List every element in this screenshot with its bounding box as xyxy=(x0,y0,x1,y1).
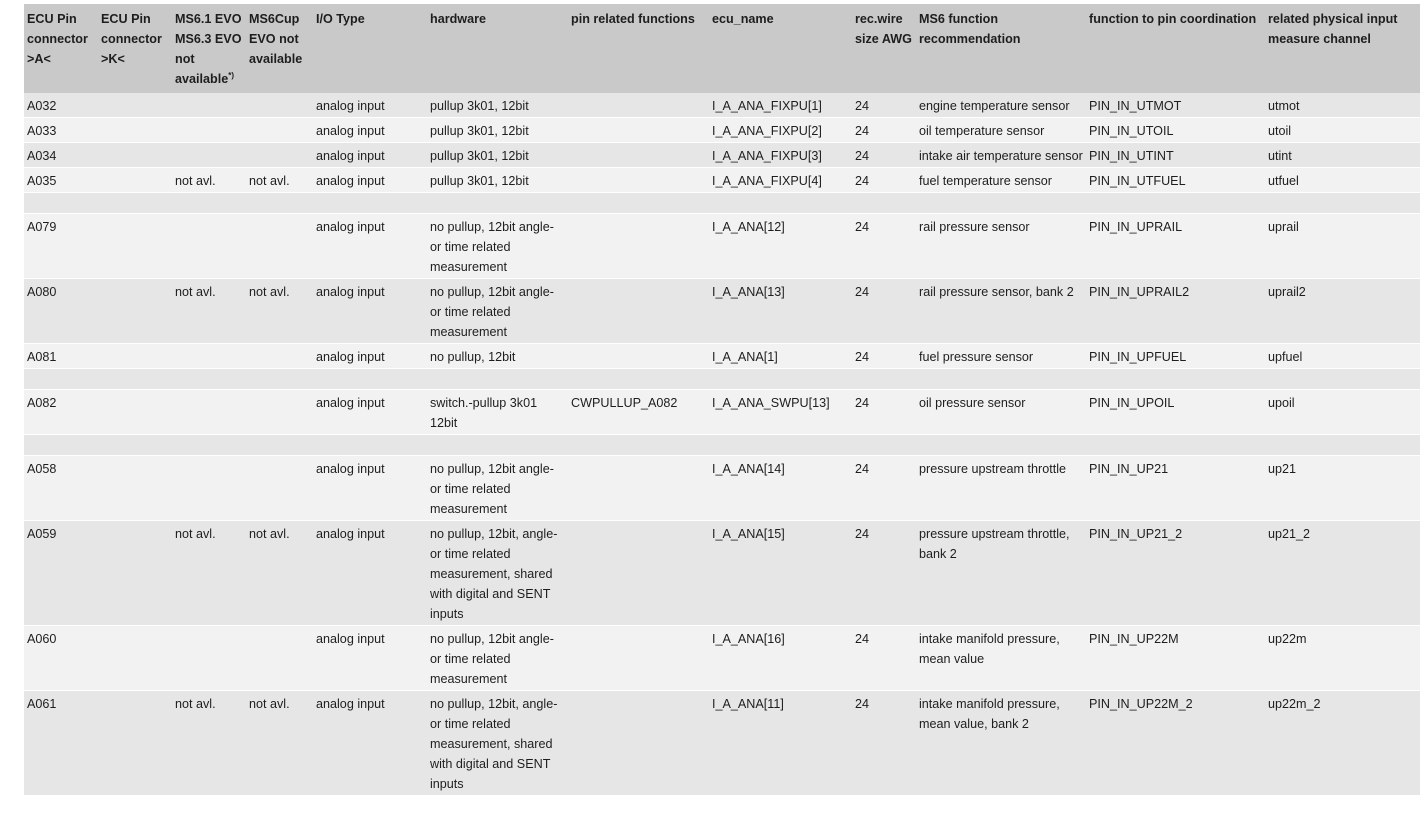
pin-coordination-cell: PIN_IN_UP21 xyxy=(1086,456,1265,521)
wire-size-cell xyxy=(852,369,916,390)
ecu-name-cell xyxy=(709,193,852,214)
ecu-name-cell: I_A_ANA[11] xyxy=(709,691,852,796)
hardware-cell: no pullup, 12bit, angle- or time related measurement, shared with digital and SENT inputs xyxy=(427,691,568,796)
io-type-cell: analog input xyxy=(313,118,427,143)
pin-table-container xyxy=(24,4,1420,796)
pin-k-cell xyxy=(98,626,172,691)
pin-coordination-cell: PIN_IN_UTINT xyxy=(1086,143,1265,168)
ms6cup-cell xyxy=(246,193,313,214)
pin-a-cell: A081 xyxy=(24,344,98,369)
function-recommendation-cell: engine temperature sensor xyxy=(916,93,1086,118)
ms6-evo-cell xyxy=(172,193,246,214)
ms6cup-cell xyxy=(246,435,313,456)
io-type-cell xyxy=(313,369,427,390)
hardware-cell: no pullup, 12bit angle- or time related measurement xyxy=(427,279,568,344)
header-function-recommendation: MS6 function recommendation xyxy=(916,4,1086,93)
pin-functions-cell xyxy=(568,193,709,214)
pin-a-cell: A061 xyxy=(24,691,98,796)
measure-channel-cell: uprail2 xyxy=(1265,279,1420,344)
hardware-cell: no pullup, 12bit angle- or time related measurement xyxy=(427,456,568,521)
pin-functions-cell xyxy=(568,456,709,521)
pin-coordination-cell: PIN_IN_UPRAIL xyxy=(1086,214,1265,279)
ecu-name-cell: I_A_ANA[15] xyxy=(709,521,852,626)
ms6-evo-cell xyxy=(172,435,246,456)
function-recommendation-cell: intake manifold pressure, mean value xyxy=(916,626,1086,691)
measure-channel-cell xyxy=(1265,435,1420,456)
header-ms6cup-availability: MS6Cup EVO not available xyxy=(246,4,313,93)
header-ecu-pin-a: ECU Pin connector >A< xyxy=(24,4,98,93)
pin-k-cell xyxy=(98,193,172,214)
pin-a-cell: A060 xyxy=(24,626,98,691)
ms6cup-cell xyxy=(246,93,313,118)
pin-k-cell xyxy=(98,521,172,626)
function-recommendation-cell: pressure upstream throttle xyxy=(916,456,1086,521)
table-row xyxy=(24,143,1420,168)
ecu-name-cell: I_A_ANA_FIXPU[4] xyxy=(709,168,852,193)
ms6cup-cell xyxy=(246,118,313,143)
io-type-cell: analog input xyxy=(313,168,427,193)
measure-channel-cell: uprail xyxy=(1265,214,1420,279)
pin-k-cell xyxy=(98,691,172,796)
hardware-cell: no pullup, 12bit, angle- or time related measurement, shared with digital and SENT inputs xyxy=(427,521,568,626)
pin-functions-cell xyxy=(568,521,709,626)
ms6-evo-cell xyxy=(172,344,246,369)
wire-size-cell: 24 xyxy=(852,143,916,168)
measure-channel-cell: up22m_2 xyxy=(1265,691,1420,796)
table-row xyxy=(24,118,1420,143)
pin-coordination-cell: PIN_IN_UP21_2 xyxy=(1086,521,1265,626)
pin-a-cell: A032 xyxy=(24,93,98,118)
hardware-cell: switch.-pullup 3k01 12bit xyxy=(427,390,568,435)
header-wire-size: rec.wire size AWG xyxy=(852,4,916,93)
table-row xyxy=(24,626,1420,691)
wire-size-cell xyxy=(852,435,916,456)
wire-size-cell: 24 xyxy=(852,168,916,193)
hardware-cell: pullup 3k01, 12bit xyxy=(427,93,568,118)
io-type-cell: analog input xyxy=(313,626,427,691)
table-row xyxy=(24,279,1420,344)
measure-channel-cell: utint xyxy=(1265,143,1420,168)
header-ms6-evo-availability xyxy=(172,4,246,93)
measure-channel-cell: upfuel xyxy=(1265,344,1420,369)
pin-k-cell xyxy=(98,214,172,279)
wire-size-cell: 24 xyxy=(852,344,916,369)
io-type-cell: analog input xyxy=(313,521,427,626)
pin-coordination-cell: PIN_IN_UPOIL xyxy=(1086,390,1265,435)
ms6-evo-cell xyxy=(172,369,246,390)
table-row xyxy=(24,521,1420,626)
pin-coordination-cell: PIN_IN_UP22M xyxy=(1086,626,1265,691)
header-ecu-pin-k: ECU Pin connector >K< xyxy=(98,4,172,93)
ms6-evo-cell xyxy=(172,626,246,691)
header-io-type: I/O Type xyxy=(313,4,427,93)
table-row xyxy=(24,691,1420,796)
wire-size-cell: 24 xyxy=(852,93,916,118)
ecu-name-cell: I_A_ANA_SWPU[13] xyxy=(709,390,852,435)
pin-coordination-cell: PIN_IN_UTMOT xyxy=(1086,93,1265,118)
io-type-cell: analog input xyxy=(313,143,427,168)
header-row xyxy=(24,4,1420,93)
function-recommendation-cell: oil pressure sensor xyxy=(916,390,1086,435)
hardware-cell xyxy=(427,193,568,214)
ecu-name-cell: I_A_ANA[16] xyxy=(709,626,852,691)
pin-k-cell xyxy=(98,143,172,168)
wire-size-cell xyxy=(852,193,916,214)
table-row xyxy=(24,456,1420,521)
ecu-name-cell: I_A_ANA[12] xyxy=(709,214,852,279)
spacer-row xyxy=(24,435,1420,456)
header-pin-functions: pin related functions xyxy=(568,4,709,93)
io-type-cell: analog input xyxy=(313,93,427,118)
io-type-cell xyxy=(313,193,427,214)
function-recommendation-cell: pressure upstream throttle, bank 2 xyxy=(916,521,1086,626)
pin-k-cell xyxy=(98,456,172,521)
pin-a-cell: A033 xyxy=(24,118,98,143)
pin-a-cell xyxy=(24,435,98,456)
table-row xyxy=(24,344,1420,369)
pin-functions-cell xyxy=(568,626,709,691)
wire-size-cell: 24 xyxy=(852,214,916,279)
measure-channel-cell: up22m xyxy=(1265,626,1420,691)
io-type-cell: analog input xyxy=(313,456,427,521)
footnote-marker: *) xyxy=(228,70,234,80)
pin-k-cell xyxy=(98,168,172,193)
pin-functions-cell xyxy=(568,344,709,369)
measure-channel-cell: utoil xyxy=(1265,118,1420,143)
ms6-evo-cell xyxy=(172,390,246,435)
pin-functions-cell: CWPULLUP_A082 xyxy=(568,390,709,435)
function-recommendation-cell xyxy=(916,193,1086,214)
ms6-evo-cell xyxy=(172,118,246,143)
function-recommendation-cell: intake manifold pressure, mean value, bank 2 xyxy=(916,691,1086,796)
pin-k-cell xyxy=(98,93,172,118)
spacer-row xyxy=(24,193,1420,214)
io-type-cell: analog input xyxy=(313,344,427,369)
table-header xyxy=(24,4,1420,93)
io-type-cell: analog input xyxy=(313,390,427,435)
pin-a-cell: A059 xyxy=(24,521,98,626)
header-ms6-evo-text: MS6.1 EVO MS6.3 EVO not available xyxy=(175,12,242,86)
pin-functions-cell xyxy=(568,143,709,168)
ecu-name-cell: I_A_ANA_FIXPU[2] xyxy=(709,118,852,143)
table-row xyxy=(24,168,1420,193)
hardware-cell: pullup 3k01, 12bit xyxy=(427,143,568,168)
ms6cup-cell xyxy=(246,143,313,168)
pin-coordination-cell: PIN_IN_UTFUEL xyxy=(1086,168,1265,193)
ms6-evo-cell xyxy=(172,214,246,279)
pin-functions-cell xyxy=(568,168,709,193)
measure-channel-cell: upoil xyxy=(1265,390,1420,435)
measure-channel-cell: utfuel xyxy=(1265,168,1420,193)
ms6cup-cell: not avl. xyxy=(246,691,313,796)
measure-channel-cell xyxy=(1265,369,1420,390)
header-measure-channel: related physical input measure channel xyxy=(1265,4,1420,93)
pin-functions-cell xyxy=(568,214,709,279)
ecu-name-cell: I_A_ANA[13] xyxy=(709,279,852,344)
ecu-name-cell: I_A_ANA_FIXPU[3] xyxy=(709,143,852,168)
hardware-cell: no pullup, 12bit angle- or time related measurement xyxy=(427,214,568,279)
wire-size-cell: 24 xyxy=(852,279,916,344)
ecu-pin-table xyxy=(24,4,1420,796)
table-row xyxy=(24,390,1420,435)
function-recommendation-cell xyxy=(916,435,1086,456)
ecu-name-cell: I_A_ANA_FIXPU[1] xyxy=(709,93,852,118)
ecu-name-cell xyxy=(709,369,852,390)
table-row xyxy=(24,93,1420,118)
pin-functions-cell xyxy=(568,118,709,143)
pin-k-cell xyxy=(98,279,172,344)
ms6cup-cell xyxy=(246,344,313,369)
ms6-evo-cell: not avl. xyxy=(172,691,246,796)
header-pin-coordination: function to pin coordination xyxy=(1086,4,1265,93)
measure-channel-cell: utmot xyxy=(1265,93,1420,118)
function-recommendation-cell: fuel pressure sensor xyxy=(916,344,1086,369)
wire-size-cell: 24 xyxy=(852,118,916,143)
pin-functions-cell xyxy=(568,93,709,118)
wire-size-cell: 24 xyxy=(852,390,916,435)
wire-size-cell: 24 xyxy=(852,626,916,691)
pin-coordination-cell: PIN_IN_UPRAIL2 xyxy=(1086,279,1265,344)
function-recommendation-cell: rail pressure sensor, bank 2 xyxy=(916,279,1086,344)
pin-coordination-cell: PIN_IN_UP22M_2 xyxy=(1086,691,1265,796)
pin-functions-cell xyxy=(568,279,709,344)
measure-channel-cell xyxy=(1265,193,1420,214)
pin-a-cell xyxy=(24,369,98,390)
pin-a-cell: A082 xyxy=(24,390,98,435)
function-recommendation-cell: rail pressure sensor xyxy=(916,214,1086,279)
ms6cup-cell xyxy=(246,626,313,691)
hardware-cell xyxy=(427,369,568,390)
ecu-name-cell: I_A_ANA[1] xyxy=(709,344,852,369)
ms6-evo-cell xyxy=(172,456,246,521)
pin-a-cell: A034 xyxy=(24,143,98,168)
pin-a-cell: A058 xyxy=(24,456,98,521)
pin-functions-cell xyxy=(568,435,709,456)
pin-k-cell xyxy=(98,118,172,143)
ms6cup-cell: not avl. xyxy=(246,168,313,193)
header-ecu-name: ecu_name xyxy=(709,4,852,93)
ms6cup-cell xyxy=(246,369,313,390)
pin-k-cell xyxy=(98,369,172,390)
pin-functions-cell xyxy=(568,369,709,390)
hardware-cell: pullup 3k01, 12bit xyxy=(427,168,568,193)
ms6-evo-cell xyxy=(172,93,246,118)
function-recommendation-cell xyxy=(916,369,1086,390)
wire-size-cell: 24 xyxy=(852,521,916,626)
io-type-cell xyxy=(313,435,427,456)
pin-coordination-cell: PIN_IN_UPFUEL xyxy=(1086,344,1265,369)
table-row xyxy=(24,214,1420,279)
hardware-cell: pullup 3k01, 12bit xyxy=(427,118,568,143)
pin-a-cell: A035 xyxy=(24,168,98,193)
ms6-evo-cell: not avl. xyxy=(172,279,246,344)
ms6-evo-cell xyxy=(172,143,246,168)
function-recommendation-cell: oil temperature sensor xyxy=(916,118,1086,143)
pin-functions-cell xyxy=(568,691,709,796)
io-type-cell: analog input xyxy=(313,691,427,796)
hardware-cell: no pullup, 12bit xyxy=(427,344,568,369)
ms6cup-cell xyxy=(246,456,313,521)
ms6-evo-cell: not avl. xyxy=(172,521,246,626)
ms6cup-cell: not avl. xyxy=(246,521,313,626)
function-recommendation-cell: intake air temperature sensor xyxy=(916,143,1086,168)
ecu-name-cell: I_A_ANA[14] xyxy=(709,456,852,521)
pin-coordination-cell: PIN_IN_UTOIL xyxy=(1086,118,1265,143)
ms6-evo-cell: not avl. xyxy=(172,168,246,193)
pin-k-cell xyxy=(98,390,172,435)
pin-coordination-cell xyxy=(1086,193,1265,214)
hardware-cell xyxy=(427,435,568,456)
measure-channel-cell: up21 xyxy=(1265,456,1420,521)
hardware-cell: no pullup, 12bit angle- or time related measurement xyxy=(427,626,568,691)
io-type-cell: analog input xyxy=(313,279,427,344)
ms6cup-cell xyxy=(246,390,313,435)
ms6cup-cell: not avl. xyxy=(246,279,313,344)
function-recommendation-cell: fuel temperature sensor xyxy=(916,168,1086,193)
table-body xyxy=(24,93,1420,796)
wire-size-cell: 24 xyxy=(852,456,916,521)
ecu-name-cell xyxy=(709,435,852,456)
pin-coordination-cell xyxy=(1086,369,1265,390)
wire-size-cell: 24 xyxy=(852,691,916,796)
pin-coordination-cell xyxy=(1086,435,1265,456)
io-type-cell: analog input xyxy=(313,214,427,279)
pin-a-cell: A079 xyxy=(24,214,98,279)
pin-k-cell xyxy=(98,344,172,369)
ms6cup-cell xyxy=(246,214,313,279)
pin-a-cell: A080 xyxy=(24,279,98,344)
pin-k-cell xyxy=(98,435,172,456)
measure-channel-cell: up21_2 xyxy=(1265,521,1420,626)
header-hardware: hardware xyxy=(427,4,568,93)
spacer-row xyxy=(24,369,1420,390)
pin-a-cell xyxy=(24,193,98,214)
